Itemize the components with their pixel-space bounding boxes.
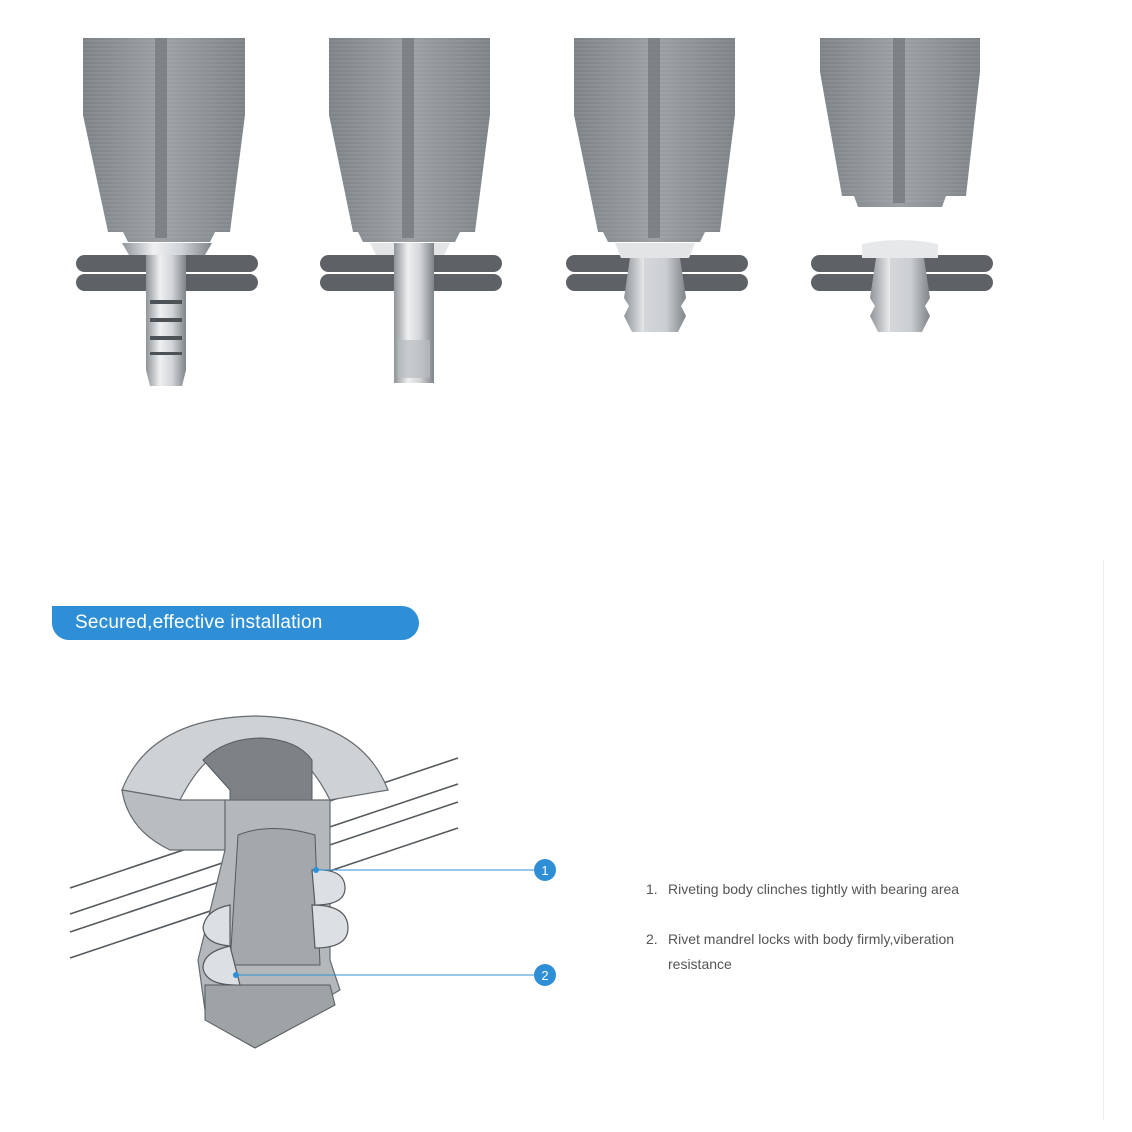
leader-line-1 [313,867,534,873]
callout-marker-2-label: 2 [541,968,549,983]
callout-marker-1-label: 1 [541,863,549,878]
feature-note-2 [646,927,1006,977]
rivet-head-rim [122,790,225,850]
feature-note-1-text: Riveting body clinches tightly with bearing area [668,881,960,897]
page-edge-divider [1103,560,1104,1120]
feature-note-2-text-continued: resistance [668,956,732,972]
mandrel-core [230,829,320,966]
feature-note-2-text: Rivet mandrel locks with body firmly,viberation [668,931,955,947]
section-banner: Secured,effective installation [52,606,419,640]
feature-note-1-number: 1. [646,881,658,897]
feature-note-2-number: 2. [646,931,658,947]
feature-note-1 [646,877,1006,902]
rivet-tail-section [205,985,335,1048]
